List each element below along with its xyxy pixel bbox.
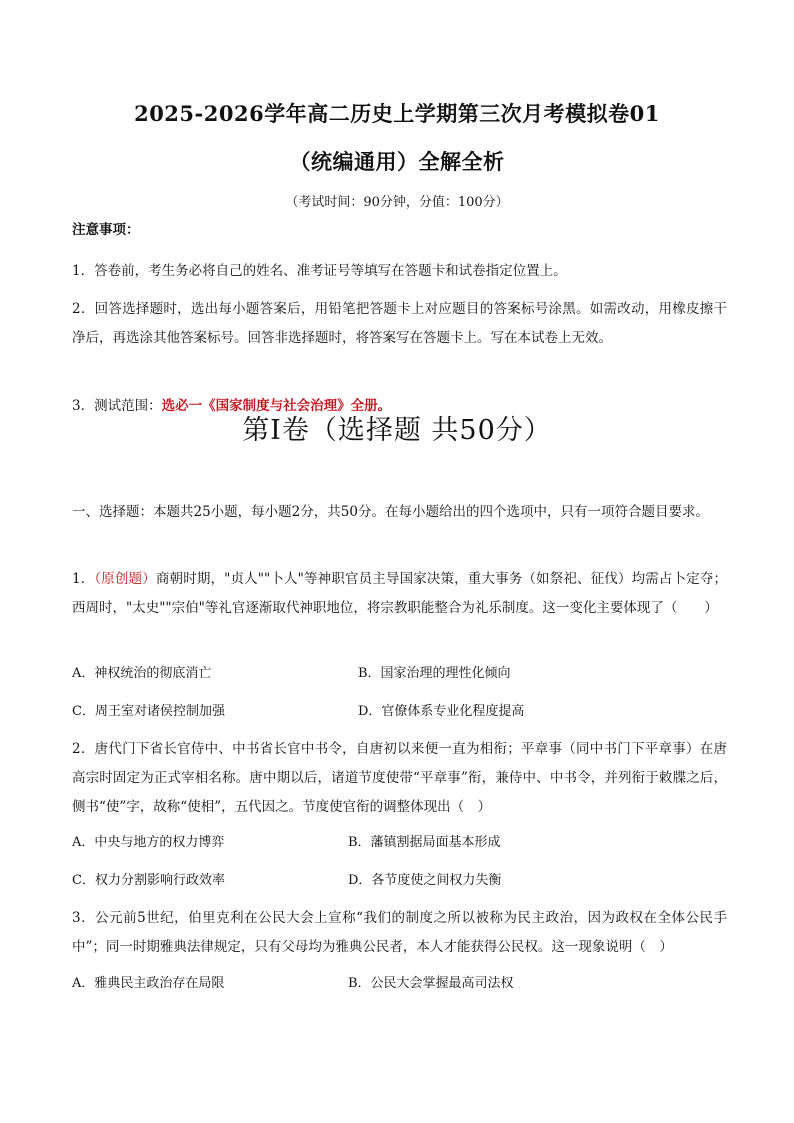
question-1-option-d[interactable]: D．官僚体系专业化程度提高 (358, 704, 525, 719)
section-title: 第Ⅰ卷（选择题 共50分） (242, 415, 552, 446)
question-stem: 唐代门下省长官侍中、中书省长官中书令，自唐初以来便一直为相衔；平章事（同中书门下平章事）在唐高宗时固定为正式宰相名称。唐中期以后，诸道节度使带“平章事”衔，兼侍中、中书令，并列衔于敕牒之后，侧书“使”字，故称“使相”，五代因之。节度使官衔的调整体现出（ ） (72, 741, 728, 815)
question-number: 3． (72, 910, 96, 926)
question-2-option-c[interactable]: C．权力分割影响行政效率 (72, 873, 225, 888)
question-number: 2． (72, 741, 95, 757)
question-2 (72, 735, 727, 822)
question-2-option-d[interactable]: D．各节度使之间权力失衡 (348, 873, 502, 888)
document-subtitle: （统编通用）全解全析 (289, 149, 505, 174)
note-item-3-prefix: 3．测试范围： (72, 398, 162, 414)
test-range: 选必一《国家制度与社会治理》全册。 (161, 398, 392, 414)
notes-heading: 注意事项： (72, 222, 140, 238)
question-stem: 公元前5世纪，伯里克利在公民大会上宣称“我们的制度之所以被称为民主政治，因为政权在全体公民手中”；同一时期雅典法律规定，只有父母均为雅典公民者，本人才能获得公民权。这一现象说明（ ） (72, 910, 727, 955)
question-stem: 商朝时期，"贞人""卜人"等神职官员主导国家决策，重大事务（如祭祀、征伐）均需占卜定夺；西周时，"太史""宗伯"等礼官逐渐取代神职地位，将宗教职能整合为礼乐制度。这一变化主要体现了（ ） (72, 571, 727, 616)
question-3 (72, 904, 727, 962)
question-2-option-b[interactable]: B．藩镇割据局面基本形成 (348, 835, 501, 850)
question-1-option-b[interactable]: B．国家治理的理性化倾向 (358, 666, 511, 681)
section-instructions: 一、选择题：本题共25小题，每小题2分，共50分。在每小题给出的四个选项中，只有一项符合题目要求。 (72, 504, 709, 520)
question-3-option-b[interactable]: B．公民大会掌握最高司法权 (348, 976, 514, 991)
document-title: 2025-2026学年高二历史上学期第三次月考模拟卷01 (134, 101, 660, 126)
question-1 (72, 565, 727, 623)
question-3-option-a[interactable]: A．雅典民主政治存在局限 (72, 976, 225, 991)
exam-info: （考试时间：90分钟，分值：100分） (285, 195, 509, 210)
question-tag: （原创题） (94, 571, 156, 587)
question-2-option-a[interactable]: A．中央与地方的权力博弈 (72, 835, 225, 850)
question-1-option-c[interactable]: C．周王室对诸侯控制加强 (72, 704, 225, 719)
note-item-2: 2．回答选择题时，选出每小题答案后，用铅笔把答题卡上对应题目的答案标号涂黑。如需改动，用橡皮擦干净后，再选涂其他答案标号。回答非选择题时，将答案写在答题卡上。写在本试卷上无效。 (72, 301, 727, 346)
note-item-1: 1．答卷前，考生务必将自己的姓名、准考证号等填写在答题卡和试卷指定位置上。 (72, 263, 567, 279)
question-number: 1． (72, 571, 95, 587)
question-1-option-a[interactable]: A．神权统治的彻底消亡 (72, 666, 212, 681)
